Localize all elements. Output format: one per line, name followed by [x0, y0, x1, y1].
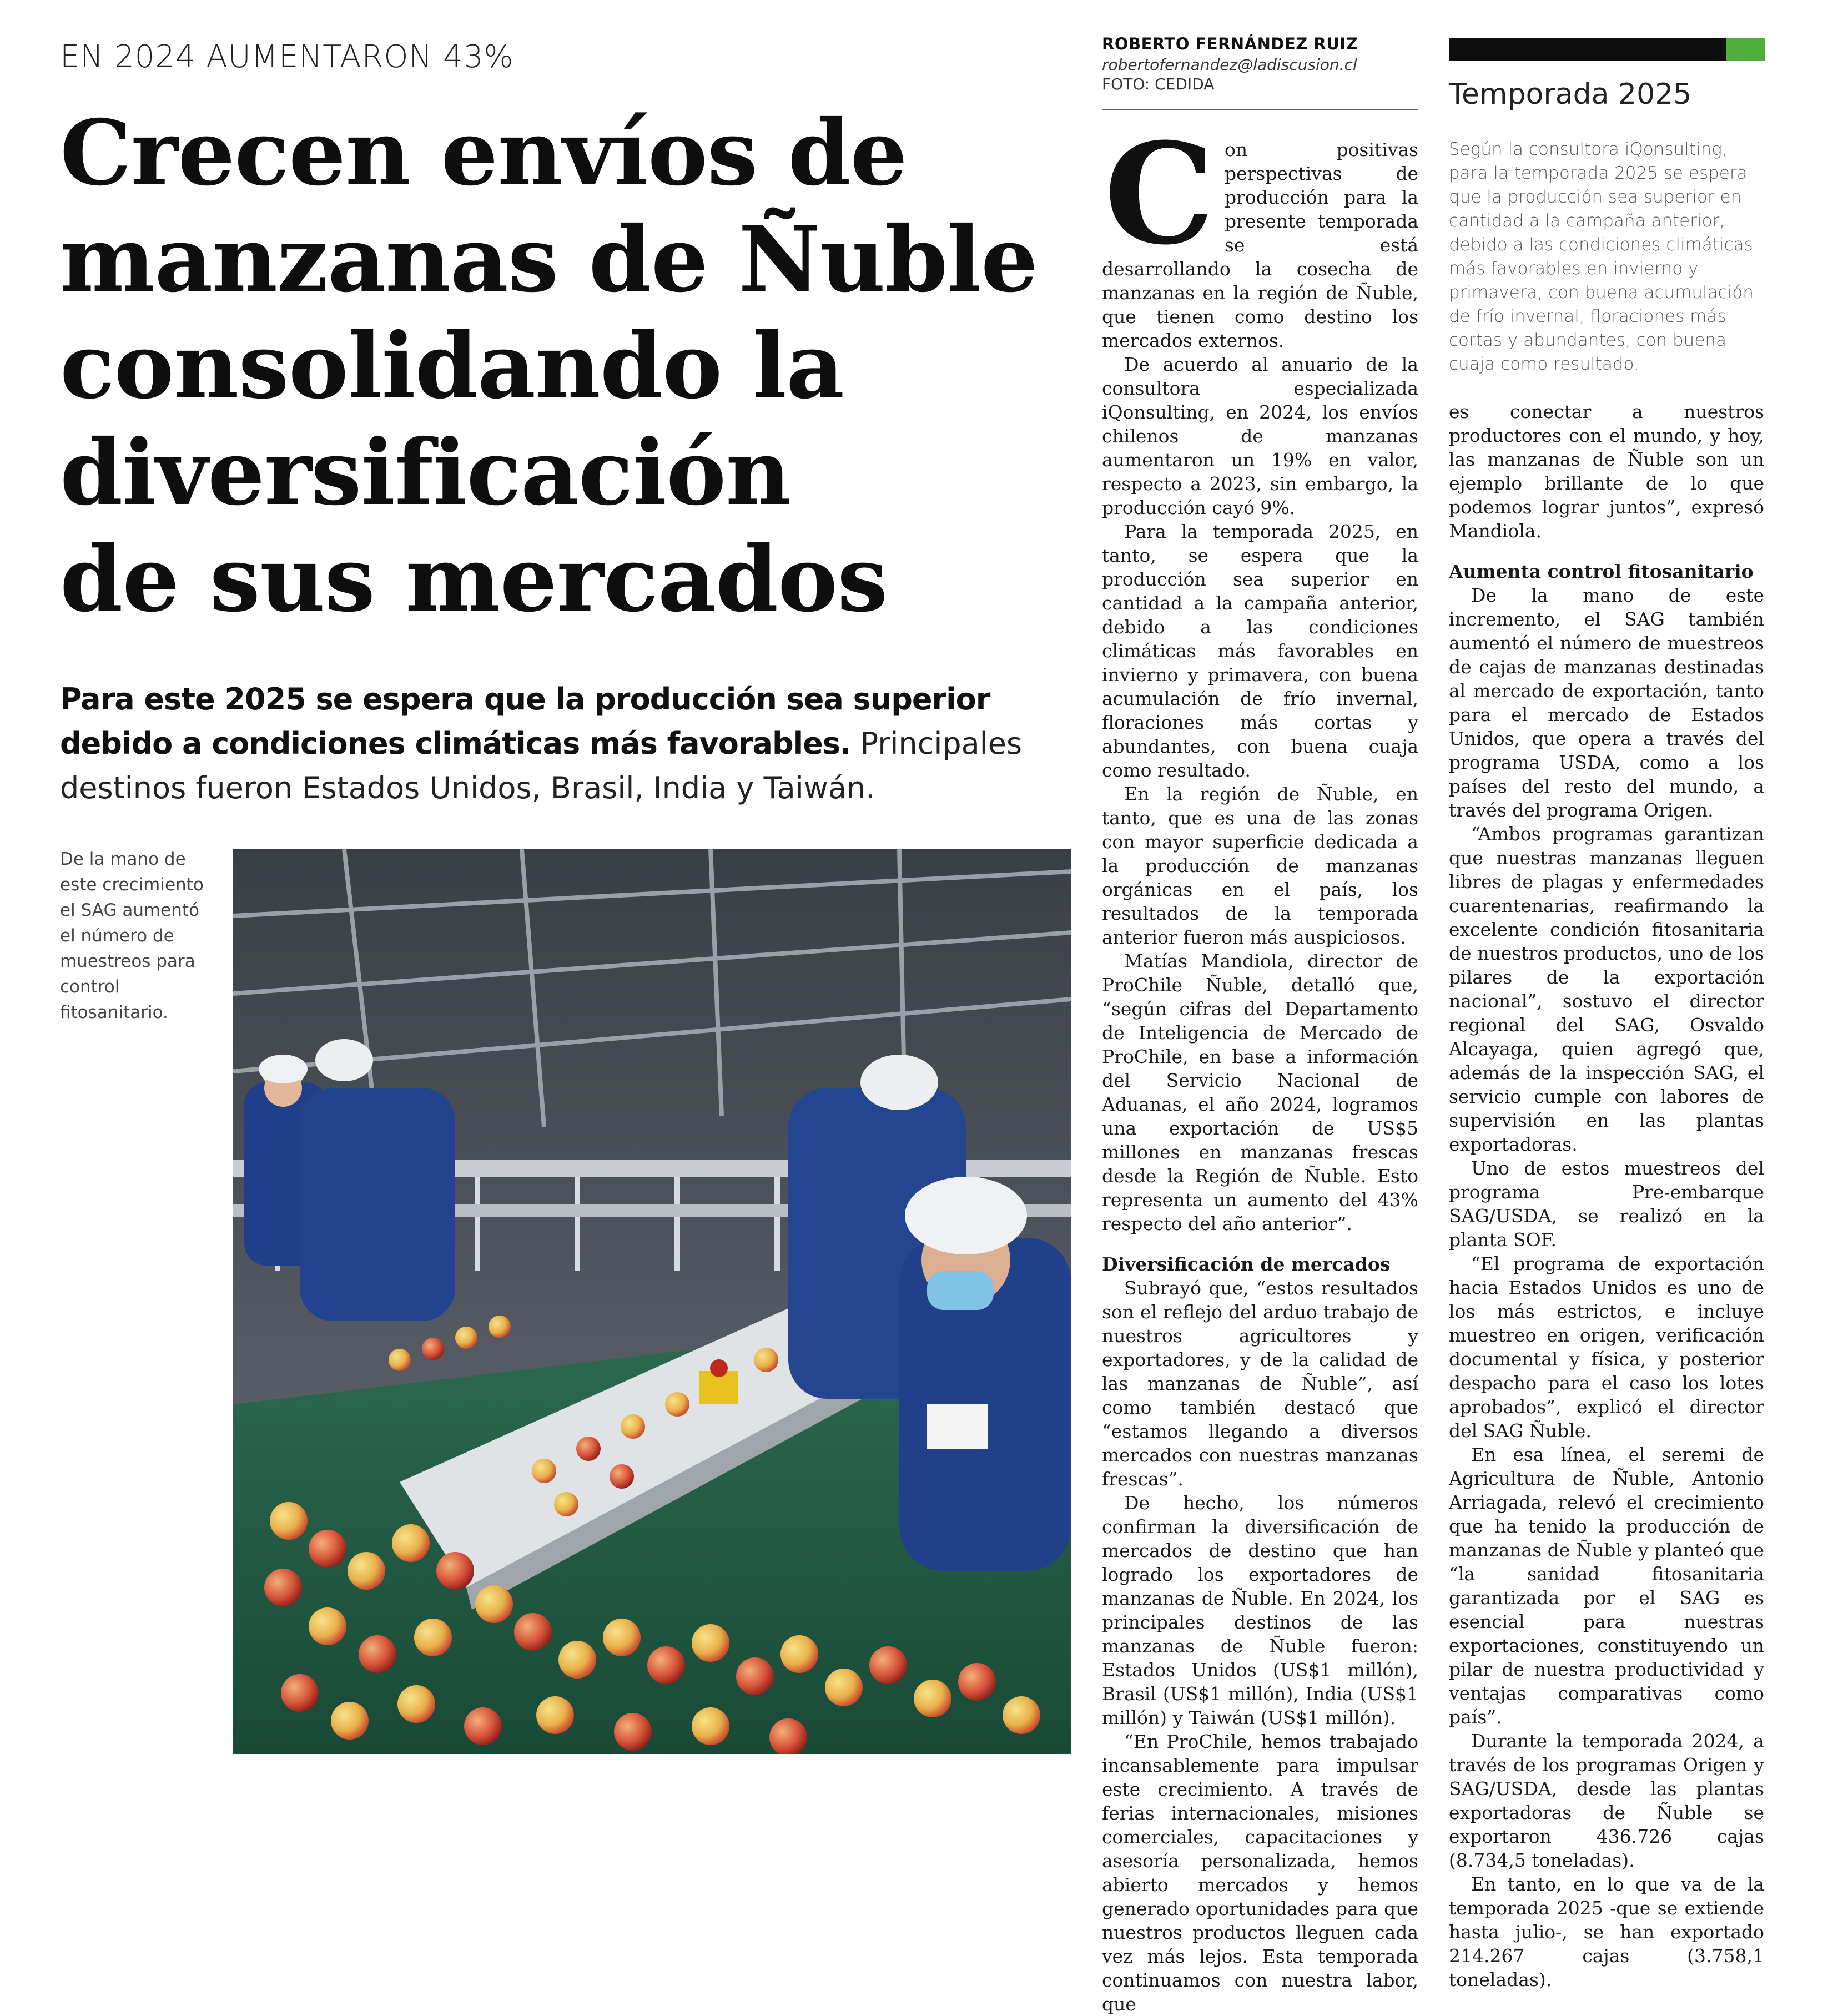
headline-line: manzanas de Ñuble: [60, 207, 1038, 313]
sidebox-bar: [1449, 38, 1726, 61]
subheading: Aumenta control fitosanitario: [1449, 561, 1754, 582]
body-column-1: [1102, 112, 1418, 2016]
paragraph: “En ProChile, hemos trabajado incansablemente para impulsar este crecimiento. A través de ferias internacionales, misiones comerciales, capacitaciones y asesoría personalizada, hemos abierto mercados y hemos generado oportunidades para que nuestros productos lleguen cada vez más lejos. Esta temporada continuamos con nuestra labor, que: [1102, 1731, 1418, 2015]
headline-line: consolidando la: [60, 314, 844, 419]
paragraph: En tanto, en lo que va de la temporada 2025 -que se extiende hasta julio-, se han exportado 214.267 cajas (3.758,1 toneladas).: [1449, 1873, 1764, 1990]
apple-packing-photo: [233, 849, 1071, 1754]
sidebox-accent: [1726, 38, 1765, 61]
kicker: EN 2024 AUMENTARON 43%: [60, 39, 514, 75]
paragraph: Para la temporada 2025, en tanto, se espera que la producción sea superior en cantidad a la campaña anterior, debido a las condiciones climáticas más favorables en invierno y primavera, con buena acumulación de frío invernal, floraciones más cortas y abundantes, con buena cuaja como resultado.: [1102, 521, 1418, 781]
byline-email[interactable]: robertofernandez@ladiscusion.cl: [1102, 56, 1357, 74]
paragraph: De acuerdo al anuario de la consultora especializada iQonsulting, en 2024, los envíos chilenos de manzanas aumentaron un 19% en valor, respecto a 2023, sin embargo, la producción cayó 9%.: [1102, 354, 1418, 518]
article-photo: [233, 849, 1071, 1754]
deck: [60, 677, 1076, 810]
sidebox-body: Según la consultora iQonsulting, para la temporada 2025 se espera que la producción sea superior en cantidad a la campaña anterior, debido a las condiciones climáticas más favorables en invierno y primavera, con buena acumulación de frío invernal, floraciones más cortas y abundantes, con buena cuaja como resultado.: [1449, 139, 1754, 374]
headline-line: Crecen envíos de: [60, 100, 907, 206]
paragraph: Uno de estos muestreos del programa Pre-embarque SAG/USDA, se realizó en la planta SOF.: [1449, 1157, 1764, 1251]
deck-bold: Para este 2025 se espera que la producción sea superior debido a condiciones climáticas más favorables.: [60, 682, 990, 761]
paragraph: De la mano de este incremento, el SAG también aumentó el número de muestreos de cajas de manzanas destinadas al mercado de exportación, tanto para el mercado de Estados Unidos, que opera a través del programa USDA, como a los países del resto del mundo, a través del programa Origen.: [1449, 584, 1764, 821]
photo-caption: De la mano de este crecimiento el SAG aumentó el número de muestreos para control fitosanitario.: [60, 849, 204, 1022]
paragraph: Subrayó que, “estos resultados son el reflejo del arduo trabajo de nuestros agricultores y exportadores, y de la calidad de las manzanas de Ñuble”, así como también destacó que “estamos llegando a diversos mercados con nuestras manzanas frescas”.: [1102, 1277, 1418, 1490]
subheading: Diversificación de mercados: [1102, 1253, 1391, 1275]
drop-cap: C: [1104, 112, 1215, 275]
headline-line: diversificación: [60, 420, 790, 526]
paragraph: En la región de Ñuble, en tanto, que es una de las zonas con mayor superficie dedicada a la producción de manzanas orgánicas en el país, los resultados de la temporada anterior fueron más auspiciosos.: [1102, 783, 1418, 948]
paragraph: “El programa de exportación hacia Estados Unidos es uno de los más estrictos, e incluye muestreo en origen, verificación documental y física, y posterior despacho para el caso los lotes aprobados”, explicó el director del SAG Ñuble.: [1449, 1253, 1764, 1442]
byline: [1102, 34, 1413, 93]
paragraph: Matías Mandiola, director de ProChile Ñuble, detalló que, “según cifras del Departamento de Inteligencia de Mercado de ProChile, en base a información del Servicio Nacional de Aduanas, el año 2024, logramos una exportación de US$5 millones en manzanas frescas desde la Región de Ñuble. Esto representa un aumento del 43% respecto del año anterior”.: [1102, 950, 1418, 1234]
paragraph: on positivas perspectivas de producción para la presente temporada se está desarrollando la cosecha de manzanas en la región de Ñuble, que tienen como destino los mercados externos.: [1102, 139, 1418, 351]
paragraph: En esa línea, el seremi de Agricultura de Ñuble, Antonio Arriagada, relevó el crecimiento que ha tenido la producción de manzanas de Ñuble y planteó que “la sanidad fitosanitaria garantizada por el SAG es esencial para nuestras exportaciones, constituyendo un pilar de nuestra productividad y ventajas comparativas como país”.: [1449, 1444, 1764, 1728]
byline-divider: [1102, 109, 1418, 110]
paragraph: es conectar a nuestros productores con el mundo, y hoy, las manzanas de Ñuble son un ejemplo brillante de lo que podemos lograr juntos”, expresó Mandiola.: [1449, 401, 1764, 542]
byline-author: ROBERTO FERNÁNDEZ RUIZ: [1102, 34, 1358, 53]
body-column-2: [1449, 400, 1764, 1992]
paragraph: Durante la temporada 2024, a través de los programas Origen y SAG/USDA, desde las plantas exportadoras de Ñuble se exportaron 436.726 cajas (8.734,5 toneladas).: [1449, 1730, 1764, 1871]
headline-line: de sus mercados: [60, 527, 888, 632]
deck-rest: Principales destinos fueron Estados Unidos, Brasil, India y Taiwán.: [60, 726, 1023, 805]
photo-credit: FOTO: CEDIDA: [1102, 75, 1215, 93]
sidebox-title: Temporada 2025: [1449, 78, 1692, 111]
paragraph: De hecho, los números confirman la diversificación de mercados de destino que han logrado los exportadores de manzanas de Ñuble. En 2024, los principales destinos de las manzanas de Ñuble fueron: Estados Unidos (US$1 millón), Brasil (US$1 millón), India (US$1 millón) y Taiwán (US$1 millón).: [1102, 1492, 1418, 1728]
headline: [60, 100, 1092, 633]
paragraph: “Ambos programas garantizan que nuestras manzanas lleguen libres de plagas y enfermedades cuarentenarias, reafirmando la excelente condición fitosanitaria de nuestros productos, uno de los pilares de la exportación nacional”, sostuvo el director regional del SAG, Osvaldo Alcayaga, quien agregó que, además de la inspección SAG, el servicio cumple con labores de supervisión en las plantas exportadoras.: [1449, 823, 1764, 1155]
